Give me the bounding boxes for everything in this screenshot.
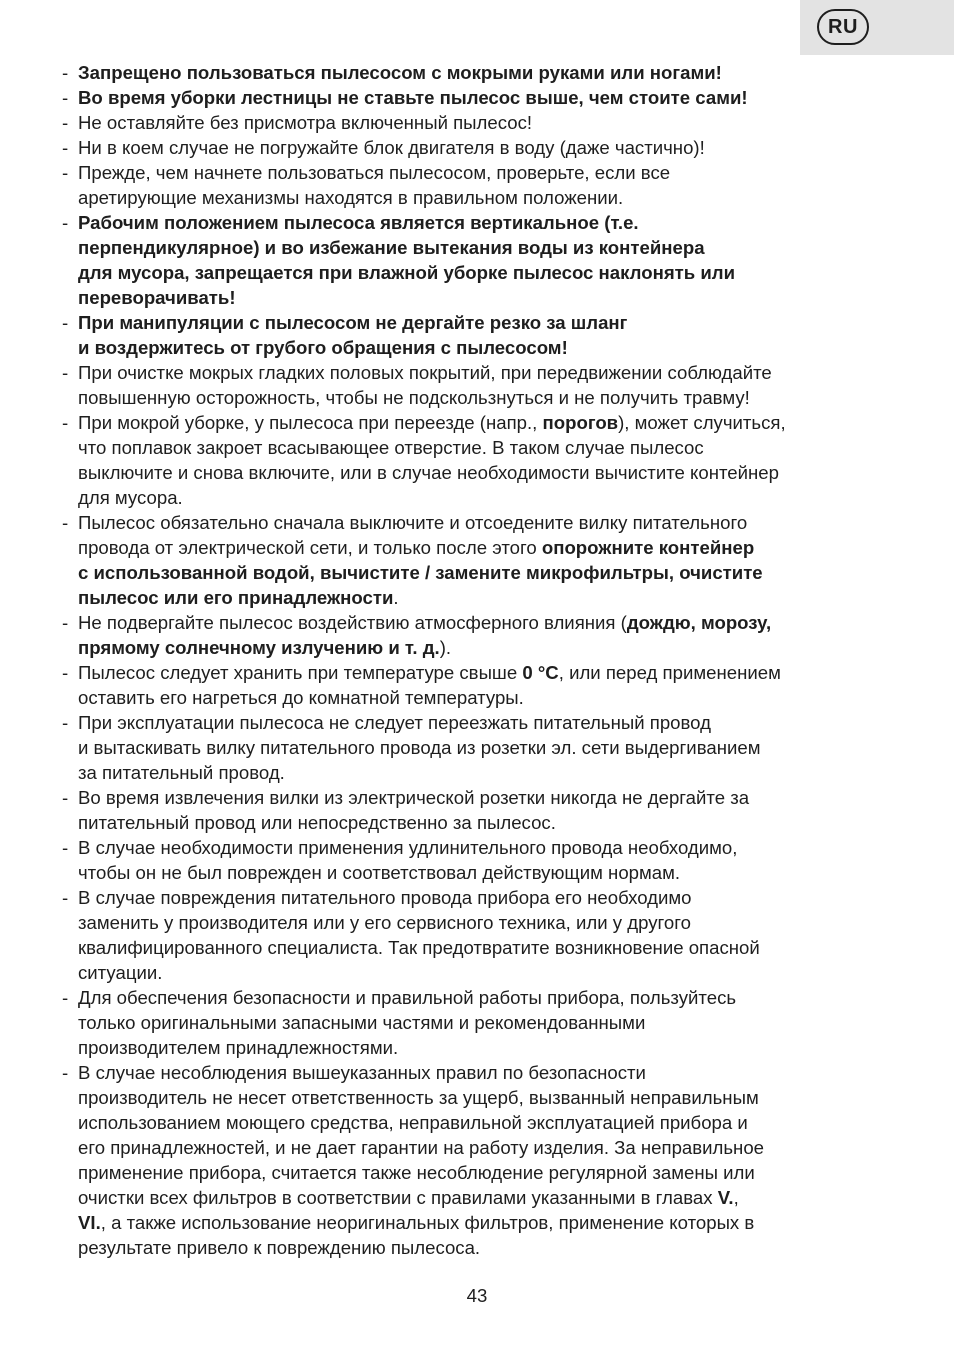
emphasized-text: Рабочим положением пылесоса является вертикальное (т.е. bbox=[78, 212, 639, 233]
text-segment: для мусора. bbox=[78, 487, 183, 508]
emphasized-text: перпендикулярное) и во избежание вытекания воды из контейнера bbox=[78, 237, 705, 258]
text-segment: только оригинальными запасными частями и рекомендованными bbox=[78, 1012, 646, 1033]
text-segment: ситуации. bbox=[78, 962, 163, 983]
language-tab bbox=[800, 0, 954, 55]
text-segment: ), может случиться, bbox=[618, 412, 786, 433]
emphasized-text: VI. bbox=[78, 1212, 101, 1233]
bullet-dash: - bbox=[62, 87, 69, 108]
text-segment: Для обеспечения безопасности и правильной работы прибора, пользуйтесь bbox=[78, 987, 737, 1008]
list-item bbox=[62, 60, 902, 85]
emphasized-text: При манипуляции с пылесосом не дергайте резко за шланг bbox=[78, 312, 628, 333]
list-item-text bbox=[78, 60, 902, 85]
text-segment: использованием моющего средства, неправильной эксплуатацией прибора и bbox=[78, 1112, 748, 1133]
text-segment: Пылесос обязательно сначала выключите и отсоедените вилку питательного bbox=[78, 512, 748, 533]
list-item-text bbox=[78, 410, 902, 510]
text-segment: чтобы он не был поврежден и соответствовал действующим нормам. bbox=[78, 862, 681, 883]
emphasized-text: с использованной водой, вычистите / замените микрофильтры, очистите bbox=[78, 562, 763, 583]
text-segment: за питательный провод. bbox=[78, 762, 285, 783]
emphasized-text: порогов bbox=[542, 412, 619, 433]
emphasized-text: для мусора, запрещается при влажной уборке пылесос наклонять или bbox=[78, 262, 736, 283]
text-segment: Ни в коем случае не погружайте блок двигателя в воду (даже частично)! bbox=[78, 137, 705, 158]
emphasized-text: Во время уборки лестницы не ставьте пылесос выше, чем стоите сами! bbox=[78, 87, 748, 108]
text-segment: , или перед применением bbox=[558, 662, 781, 683]
text-segment: аретирующие механизмы находятся в правильном положении. bbox=[78, 187, 624, 208]
text-segment: , а также использование неоригинальных фильтров, применение которых в bbox=[100, 1212, 755, 1233]
list-item-text bbox=[78, 1060, 902, 1260]
text-segment: квалифицированного специалиста. Так предотвратите возникновение опасной bbox=[78, 937, 760, 958]
safety-instructions-list bbox=[62, 60, 902, 1260]
text-segment: , bbox=[733, 1187, 739, 1208]
text-segment: результате привело к повреждению пылесоса. bbox=[78, 1237, 481, 1258]
text-segment: очистки всех фильтров в соответствии с правилами указанными в главах bbox=[78, 1187, 718, 1208]
bullet-dash: - bbox=[62, 112, 69, 133]
bullet-dash: - bbox=[62, 987, 69, 1008]
text-segment: Прежде, чем начнете пользоваться пылесосом, проверьте, если все bbox=[78, 162, 671, 183]
emphasized-text: V. bbox=[717, 1187, 734, 1208]
text-segment: повышенную осторожность, чтобы не подскользнуться и не получить травму! bbox=[78, 387, 750, 408]
list-item bbox=[62, 210, 902, 310]
text-segment: Пылесос следует хранить при температуре свыше bbox=[78, 662, 523, 683]
list-item bbox=[62, 610, 902, 660]
bullet-dash: - bbox=[62, 412, 69, 433]
bullet-dash: - bbox=[62, 362, 69, 383]
list-item-text bbox=[78, 210, 902, 310]
list-item bbox=[62, 410, 902, 510]
list-item-text bbox=[78, 510, 902, 610]
list-item bbox=[62, 885, 902, 985]
emphasized-text: пылесос или его принадлежности bbox=[78, 587, 394, 608]
list-item bbox=[62, 1060, 902, 1260]
emphasized-text: и воздержитесь от грубого обращения с пылесосом! bbox=[78, 337, 568, 358]
text-segment: что поплавок закроет всасывающее отверстие. В таком случае пылесос bbox=[78, 437, 704, 458]
text-segment: При мокрой уборке, у пылесоса при переезде (напр., bbox=[78, 412, 543, 433]
list-item bbox=[62, 85, 902, 110]
emphasized-text: Запрещено пользоваться пылесосом с мокрыми руками или ногами! bbox=[78, 62, 722, 83]
list-item bbox=[62, 110, 902, 135]
text-segment: Не оставляйте без присмотра включенный пылесос! bbox=[78, 112, 533, 133]
text-segment: В случае несоблюдения вышеуказанных правил по безопасности bbox=[78, 1062, 646, 1083]
text-segment: питательный провод или непосредственно за пылесос. bbox=[78, 812, 556, 833]
text-segment: и вытаскивать вилку питательного провода из розетки эл. сети выдергиванием bbox=[78, 737, 761, 758]
text-segment: оставить его нагреться до комнатной температуры. bbox=[78, 687, 524, 708]
list-item bbox=[62, 135, 902, 160]
text-segment: В случае повреждения питательного провода прибора его необходимо bbox=[78, 887, 692, 908]
text-segment: провода от электрической сети, и только после этого bbox=[78, 537, 542, 558]
list-item-text bbox=[78, 135, 902, 160]
text-segment: выключите и снова включите, или в случае необходимости вычистите контейнер bbox=[78, 462, 779, 483]
list-item bbox=[62, 785, 902, 835]
bullet-dash: - bbox=[62, 887, 69, 908]
list-item bbox=[62, 160, 902, 210]
bullet-dash: - bbox=[62, 212, 69, 233]
list-item bbox=[62, 510, 902, 610]
list-item-text bbox=[78, 310, 902, 360]
list-item-text bbox=[78, 110, 902, 135]
bullet-dash: - bbox=[62, 312, 69, 333]
list-item-text bbox=[78, 160, 902, 210]
text-segment: При очистке мокрых гладких половых покрытий, при передвижении соблюдайте bbox=[78, 362, 772, 383]
bullet-dash: - bbox=[62, 612, 69, 633]
list-item-text bbox=[78, 360, 902, 410]
list-item-text bbox=[78, 785, 902, 835]
bullet-dash: - bbox=[62, 137, 69, 158]
text-segment: его принадлежностей, и не дает гарантии на работу изделия. За неправильное bbox=[78, 1137, 764, 1158]
list-item-text bbox=[78, 985, 902, 1060]
list-item-text bbox=[78, 85, 902, 110]
emphasized-text: 0 °C bbox=[522, 662, 559, 683]
text-segment: производителем принадлежностями. bbox=[78, 1037, 399, 1058]
text-segment: При эксплуатации пылесоса не следует переезжать питательный провод bbox=[78, 712, 711, 733]
page-number: 43 bbox=[466, 1285, 488, 1306]
bullet-dash: - bbox=[62, 62, 69, 83]
list-item-text bbox=[78, 835, 902, 885]
list-item bbox=[62, 985, 902, 1060]
list-item-text bbox=[78, 710, 902, 785]
bullet-dash: - bbox=[62, 787, 69, 808]
text-segment: Не подвергайте пылесос воздействию атмосферного влияния ( bbox=[78, 612, 627, 633]
bullet-dash: - bbox=[62, 837, 69, 858]
emphasized-text: переворачивать! bbox=[78, 287, 236, 308]
list-item bbox=[62, 710, 902, 785]
list-item bbox=[62, 660, 902, 710]
list-item-text bbox=[78, 885, 902, 985]
emphasized-text: прямому солнечному излучению и т. д. bbox=[78, 637, 440, 658]
emphasized-text: дождю, морозу, bbox=[626, 612, 772, 633]
text-segment: применение прибора, считается также несоблюдение регулярной замены или bbox=[78, 1162, 755, 1183]
text-segment: ). bbox=[439, 637, 452, 658]
bullet-dash: - bbox=[62, 162, 69, 183]
list-item bbox=[62, 835, 902, 885]
bullet-dash: - bbox=[62, 662, 69, 683]
bullet-dash: - bbox=[62, 712, 69, 733]
list-item-text bbox=[78, 610, 902, 660]
text-segment: В случае необходимости применения удлинительного провода необходимо, bbox=[78, 837, 738, 858]
emphasized-text: опорожните контейнер bbox=[541, 537, 755, 558]
bullet-dash: - bbox=[62, 512, 69, 533]
text-segment: . bbox=[393, 587, 399, 608]
bullet-dash: - bbox=[62, 1062, 69, 1083]
text-segment: производитель не несет ответственность за ущерб, вызванный неправильным bbox=[78, 1087, 759, 1108]
text-segment: заменить у производителя или у его сервисного техника, или у другого bbox=[78, 912, 691, 933]
language-badge: RU bbox=[817, 9, 869, 45]
list-item-text bbox=[78, 660, 902, 710]
list-item bbox=[62, 360, 902, 410]
list-item bbox=[62, 310, 902, 360]
text-segment: Во время извлечения вилки из электрической розетки никогда не дергайте за bbox=[78, 787, 750, 808]
